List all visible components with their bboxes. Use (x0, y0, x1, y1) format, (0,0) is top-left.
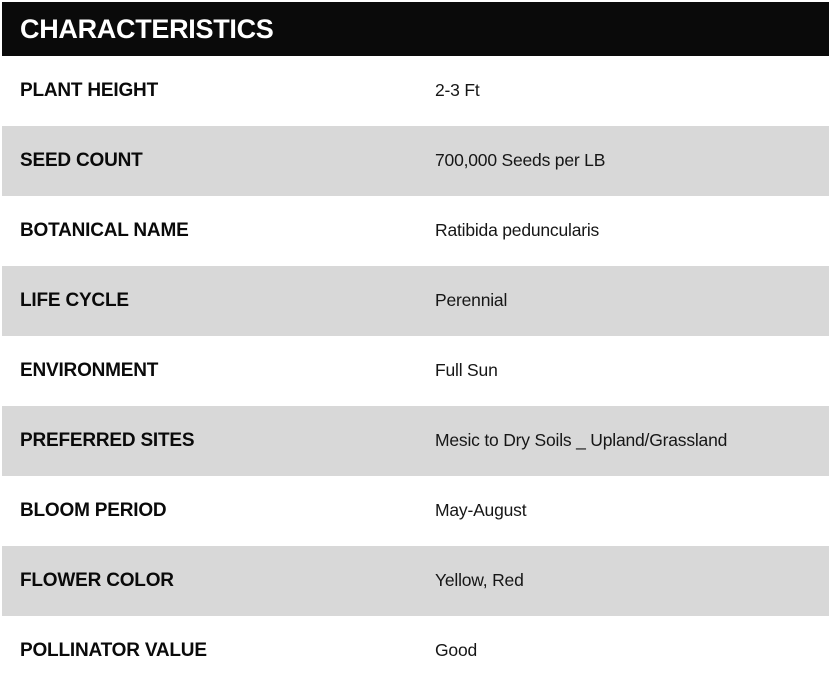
characteristics-table (2, 56, 829, 686)
row-label: BOTANICAL NAME (20, 219, 189, 241)
row-value: Ratibida peduncularis (435, 220, 600, 241)
row-label: BLOOM PERIOD (20, 499, 167, 521)
row-value: 2-3 Ft (435, 80, 480, 101)
row-value: Yellow, Red (435, 570, 524, 591)
row-label: FLOWER COLOR (20, 569, 174, 591)
table-row (2, 126, 829, 196)
section-title: CHARACTERISTICS (20, 13, 274, 44)
row-label: PLANT HEIGHT (20, 79, 158, 101)
row-value: Perennial (435, 290, 508, 311)
table-row (2, 546, 829, 616)
row-value: Full Sun (435, 360, 498, 381)
row-value: Good (435, 640, 478, 661)
table-row (2, 476, 829, 546)
row-value: 700,000 Seeds per LB (435, 150, 606, 171)
table-row (2, 196, 829, 266)
table-row (2, 266, 829, 336)
table-row (2, 616, 829, 686)
row-label: SEED COUNT (20, 149, 143, 171)
row-label: PREFERRED SITES (20, 429, 195, 451)
table-row (2, 56, 829, 126)
row-label: ENVIRONMENT (20, 359, 159, 381)
row-value: May-August (435, 500, 527, 521)
row-label: LIFE CYCLE (20, 289, 129, 311)
table-row (2, 406, 829, 476)
characteristics-header-bar (2, 2, 829, 56)
row-value: Mesic to Dry Soils _ Upland/Grassland (435, 430, 728, 451)
row-label: POLLINATOR VALUE (20, 639, 207, 661)
table-row (2, 336, 829, 406)
